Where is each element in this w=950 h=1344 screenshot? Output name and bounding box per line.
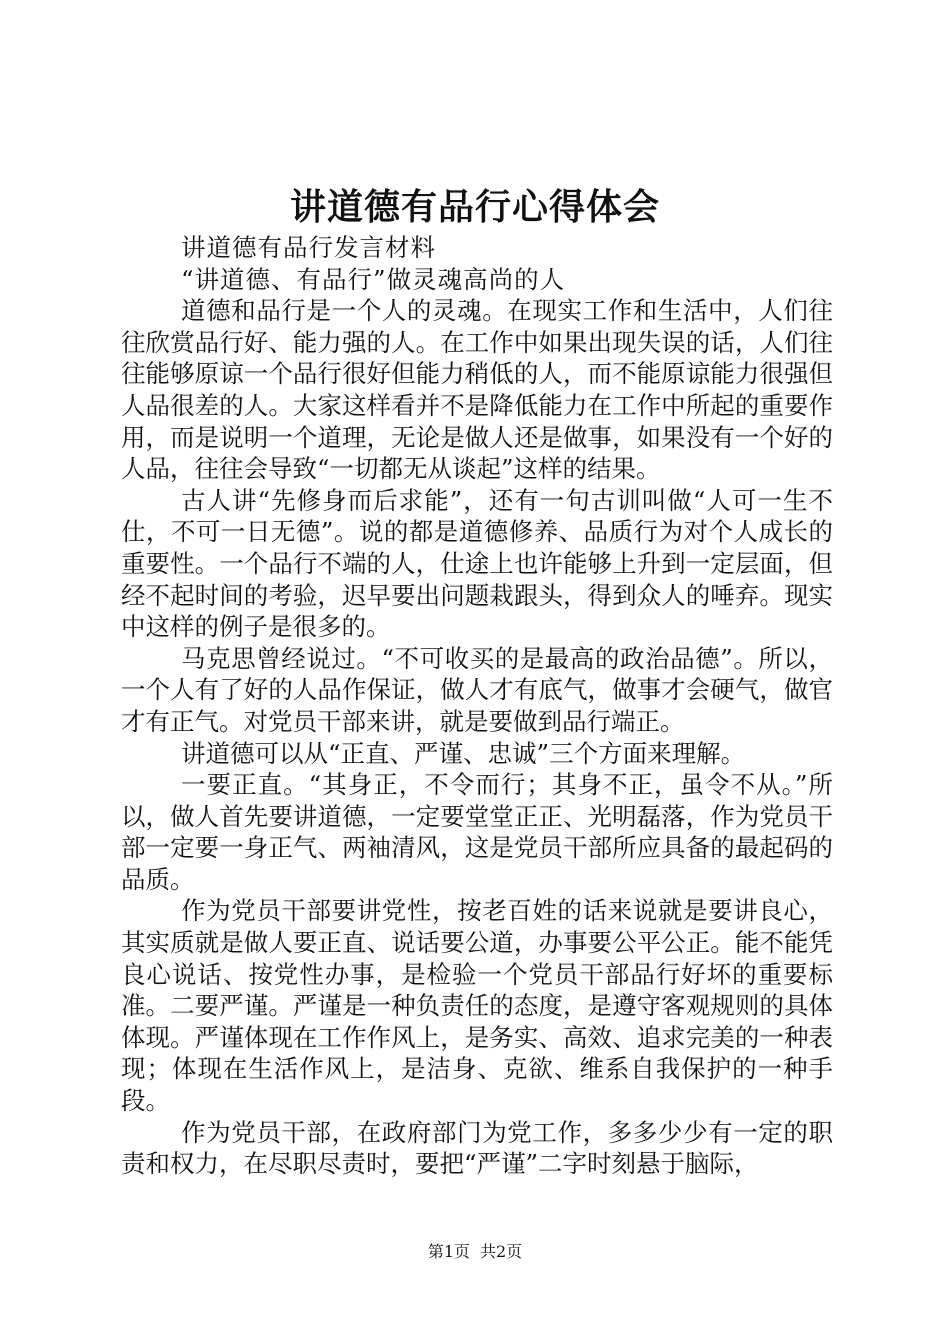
paragraph: 道德和品行是一个人的灵魂。在现实工作和生活中，人们往往欣赏品行好、能力强的人。在工作中如果出现失误的话，人们往往能够原谅一个品行很好但能力稍低的人，而不能原谅能力很强但人品很差的人。大家这样看并不是降低能力在工作中所起的重要作用，而是说明一个道理，无论是做人还是做事，如果没有一个好的人品，往往会导致“一切都无从谈起”这样的结果。 bbox=[121, 296, 833, 484]
paragraph: 古人讲“先修身而后求能”，还有一句古训叫做“人可一生不仕，不可一日无德”。说的都是道德修养、品质行为对个人成长的重要性。一个品行不端的人，仕途上也许能够上升到一定层面，但经不起时间的考验，迟早要出问题栽跟头，得到众人的唾弃。现实中这样的例子是很多的。 bbox=[121, 485, 833, 642]
paragraph: 一要正直。“其身正，不令而行；其身不正，虽令不从。”所以，做人首先要讲道德，一定要堂堂正正、光明磊落，作为党员干部一定要一身正气、两袖清风，这是党员干部所应具备的最起码的品质。 bbox=[121, 770, 833, 894]
page-footer bbox=[0, 1241, 950, 1263]
page-total: 共2页 bbox=[480, 1242, 523, 1261]
document-body bbox=[121, 232, 833, 1180]
paragraph: 马克思曾经说过。“不可收买的是最高的政治品德”。所以，一个人有了好的人品作保证，做人才有底气，做事才会硬气，做官才有正气。对党员干部来讲，就是要做到品行端正。 bbox=[121, 643, 833, 736]
page-number: 第1页 bbox=[427, 1242, 470, 1261]
paragraph: 作为党员干部，在政府部门为党工作，多多少少有一定的职责和权力，在尽职尽责时，要把“严谨”二字时刻悬于脑际， bbox=[121, 1117, 833, 1179]
paragraph-heading: “讲道德、有品行”做灵魂高尚的人 bbox=[181, 264, 566, 294]
paragraph: 讲道德可以从“正直、严谨、忠诚”三个方面来理解。 bbox=[181, 738, 746, 768]
paragraph-subtitle: 讲道德有品行发言材料 bbox=[181, 233, 437, 262]
paragraph: 作为党员干部要讲党性，按老百姓的话来说就是要讲良心，其实质就是做人要正直、说话要公道，办事要公平公正。能不能凭良心说话、按党性办事，是检验一个党员干部品行好坏的重要标准。二要严谨。严谨是一种负责任的态度，是遵守客观规则的具体体现。严谨体现在工作作风上，是务实、高效、追求完美的一种表现；体现在生活作风上，是洁身、克欲、维系自我保护的一种手段。 bbox=[121, 896, 833, 1116]
document-title: 讲道德有品行心得体会 bbox=[289, 186, 660, 228]
